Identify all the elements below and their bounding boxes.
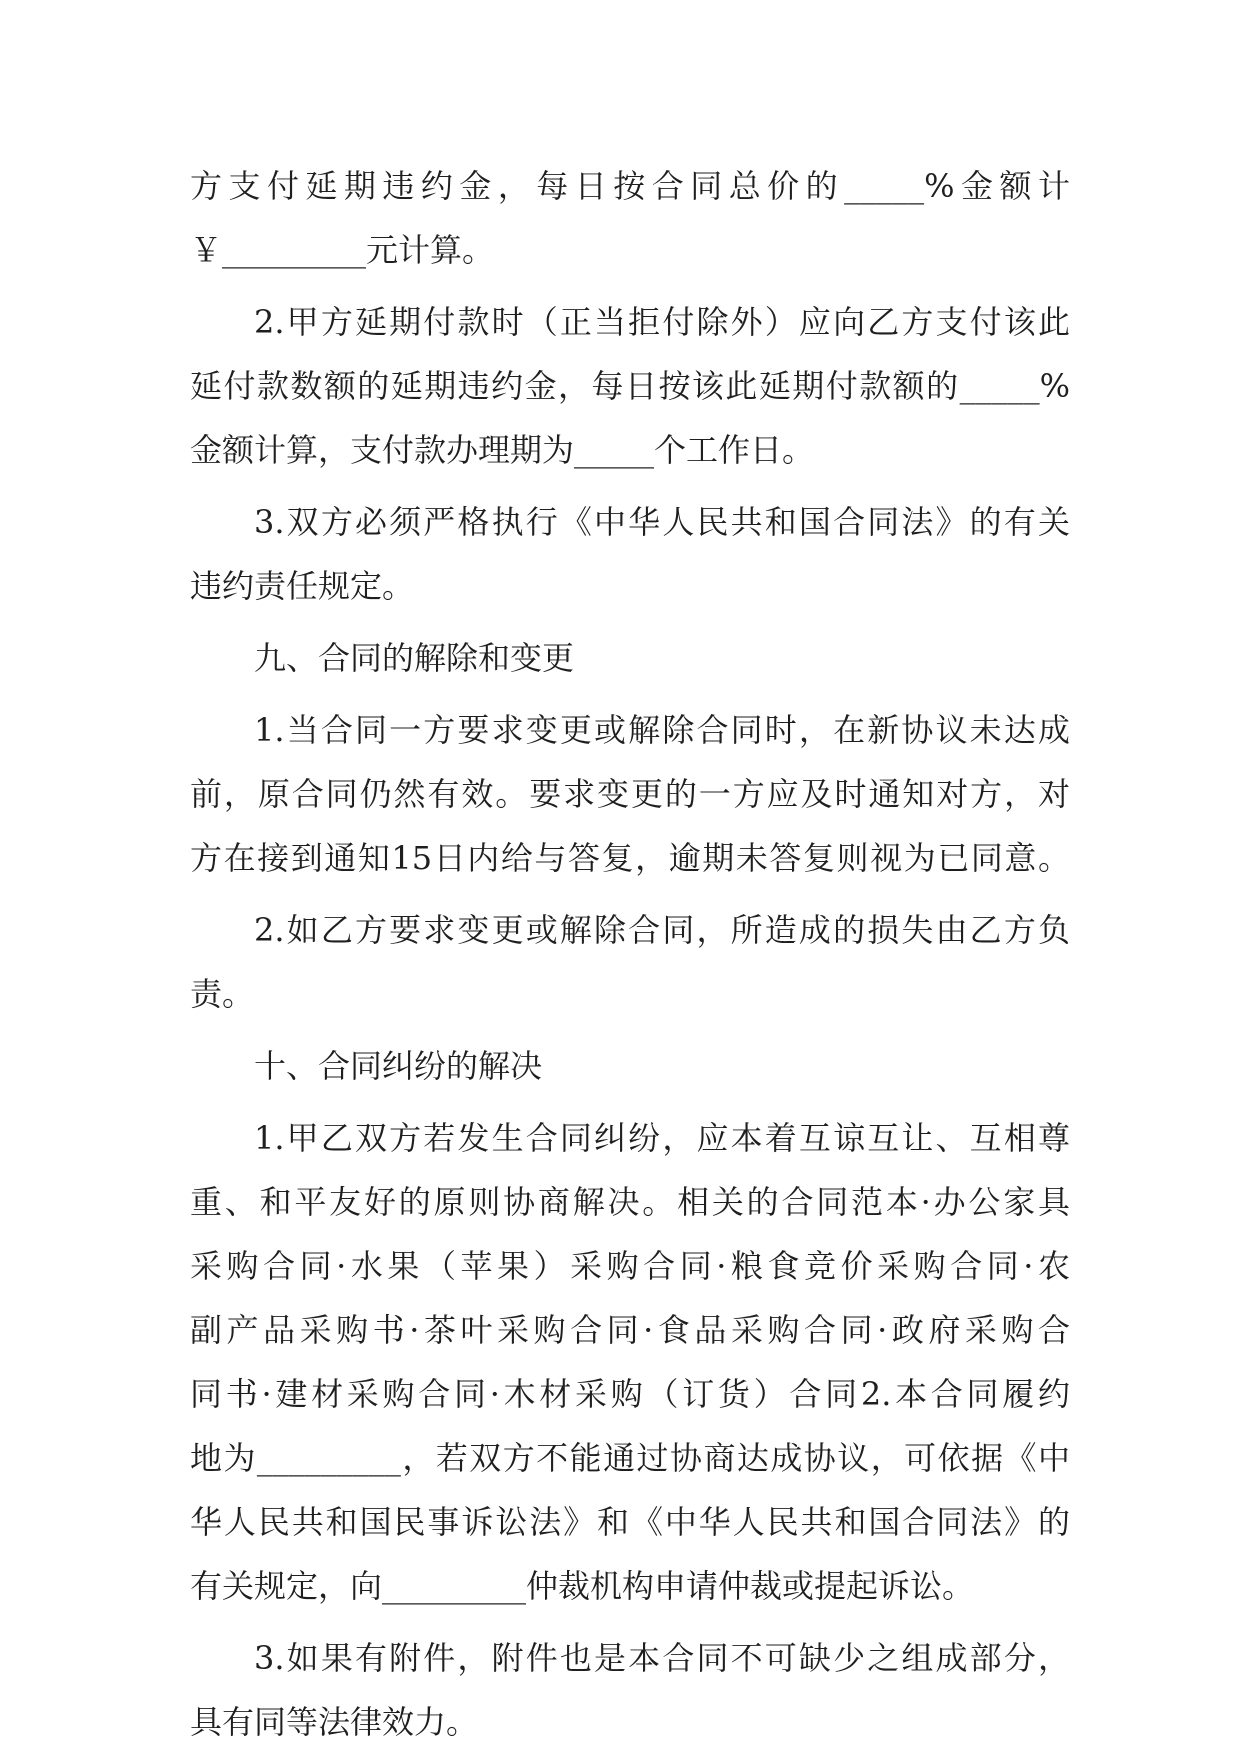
text-line: 方支付延期违约金，每日按合同总价的_____%金额计: [190, 167, 1070, 205]
text-line: 3.双方必须严格执行《中华人民共和国合同法》的有关: [254, 503, 1070, 541]
text-line: 延付款数额的延期违约金，每日按该此延期付款额的_____%: [190, 367, 1070, 405]
text-line: 违约责任规定。: [190, 567, 415, 605]
text-line: 前，原合同仍然有效。要求变更的一方应及时通知对方，对: [190, 775, 1070, 813]
text-line: 具有同等法律效力。: [190, 1703, 479, 1741]
text-line: 1.甲乙双方若发生合同纠纷，应本着互谅互让、互相尊: [254, 1119, 1070, 1157]
text-line: 重、和平友好的原则协商解决。相关的合同范本·办公家具: [190, 1183, 1070, 1221]
text-line: 1.当合同一方要求变更或解除合同时，在新协议未达成: [254, 711, 1070, 749]
text-line: 3.如果有附件，附件也是本合同不可缺少之组成部分，: [254, 1639, 1070, 1677]
section-heading: 九、合同的解除和变更: [254, 639, 575, 677]
text-line: 同书·建材采购合同·木材采购（订货）合同2.本合同履约: [190, 1375, 1070, 1413]
text-line: 方在接到通知15日内给与答复，逾期未答复则视为已同意。: [190, 839, 1070, 877]
text-line: 2.甲方延期付款时（正当拒付除外）应向乙方支付该此: [254, 303, 1070, 341]
text-line: 地为_________，若双方不能通过协商达成协议，可依据《中: [190, 1439, 1070, 1477]
text-line: 采购合同·水果（苹果）采购合同·粮食竞价采购合同·农: [190, 1247, 1070, 1285]
text-line: 2.如乙方要求变更或解除合同，所造成的损失由乙方负: [254, 911, 1070, 949]
text-line: 责。: [190, 975, 255, 1013]
text-line: 副产品采购书·茶叶采购合同·食品采购合同·政府采购合: [190, 1311, 1070, 1349]
text-line: 金额计算，支付款办理期为_____个工作日。: [190, 431, 815, 469]
text-line: ￥_________元计算。: [190, 231, 495, 269]
text-line: 有关规定，向_________仲裁机构申请仲裁或提起诉讼。: [190, 1567, 975, 1605]
text-line: 华人民共和国民事诉讼法》和《中华人民共和国合同法》的: [190, 1503, 1070, 1541]
section-heading: 十、合同纠纷的解决: [254, 1047, 543, 1085]
